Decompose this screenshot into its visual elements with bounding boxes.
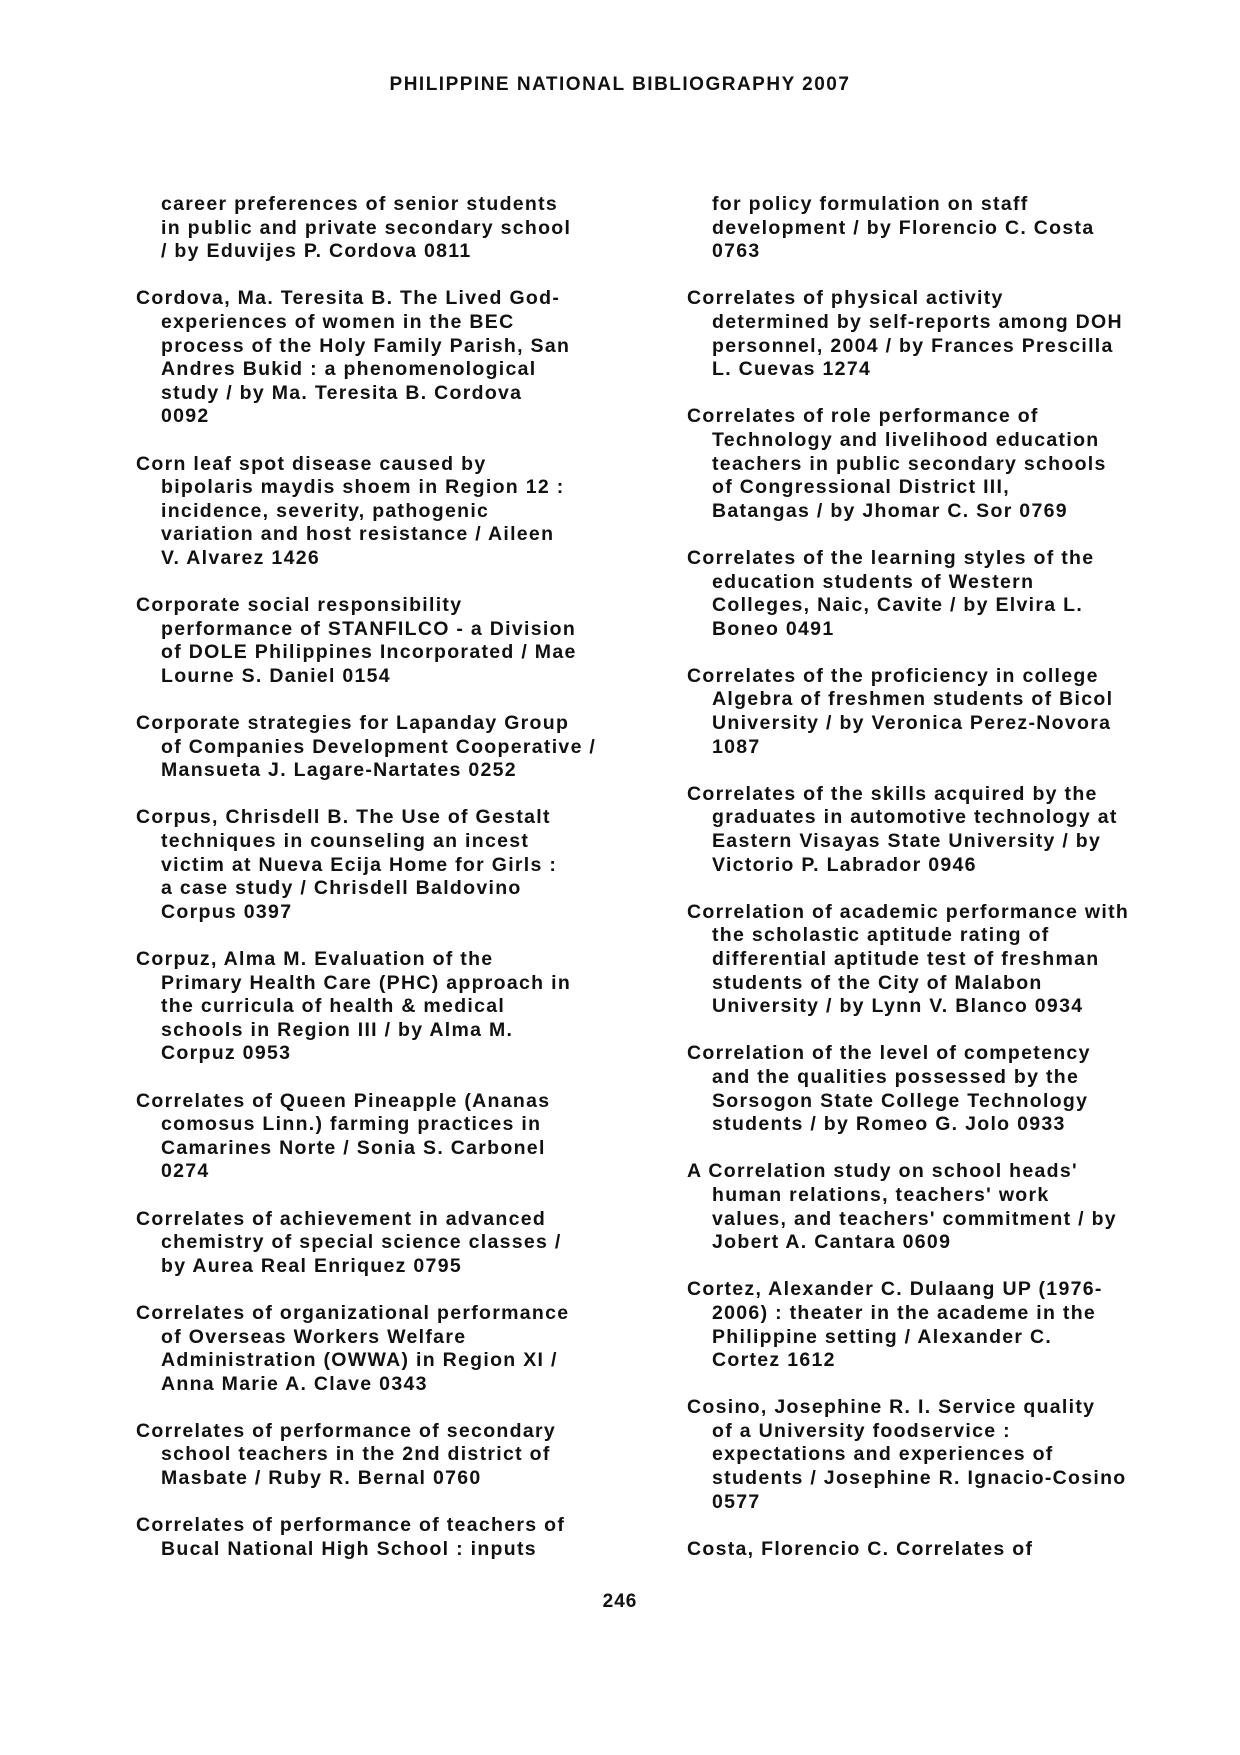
bibliography-entry: Correlates of the learning styles of the education students of Western Colleges, Naic, Cavite / by Elvira L. Boneo 0491 (687, 546, 1095, 640)
page-header: PHILIPPINE NATIONAL BIBLIOGRAPHY 2007 (389, 74, 851, 95)
bibliography-entry: Correlates of role performance of Technology and livelihood education teachers in public secondary schools of Congressional District III, Batangas / by Jhomar C. Sor 0769 (687, 405, 1107, 522)
bibliography-entry: Corporate strategies for Lapanday Group of Companies Development Cooperative / Mansueta J. Lagare-Nartates 0252 (136, 712, 597, 782)
bibliography-entry: Correlation of the level of competency and the qualities possessed by the Sorsogon State College Technology students / by Romeo G. Jolo 0933 (687, 1042, 1091, 1136)
bibliography-entry: Cordova, Ma. Teresita B. The Lived God- experiences of women in the BEC process of the Holy Family Parish, San Andres Bukid : a phenomenological study / by Ma. Teresita B. Cordova 0092 (136, 287, 571, 428)
bibliography-entry: Corporate social responsibility performance of STANFILCO - a Division of DOLE Philippines Incorporated / Mae Lourne S. Daniel 0154 (136, 594, 577, 687)
bibliography-entry: A Correlation study on school heads' human relations, teachers' work values, and teachers' commitment / by Jobert A. Cantara 0609 (687, 1160, 1117, 1254)
bibliography-entry: Correlates of physical activity determined by self-reports among DOH personnel, 2004 / by Frances Prescilla L. Cuevas 1274 (687, 287, 1123, 381)
bibliography-entry: Corpuz, Alma M. Evaluation of the Primary Health Care (PHC) approach in the curricula of health & medical schools in Region III / by Alma M. Corpuz 0953 (136, 948, 572, 1065)
bibliography-entry: Correlates of Queen Pineapple (Ananas comosus Linn.) farming practices in Camarines Norte / Sonia S. Carbonel 0274 (136, 1089, 551, 1183)
bibliography-entry: for policy formulation on staff development / by Florencio C. Costa 0763 (712, 193, 1095, 263)
bibliography-entry: Corpus, Chrisdell B. The Use of Gestalt techniques in counseling an incest victim at Nueva Ecija Home for Girls : a case study / Chrisdell Baldovino Corpus 0397 (136, 806, 558, 923)
bibliography-entry: Correlates of performance of secondary school teachers in the 2nd district of Masbate / Ruby R. Bernal 0760 (136, 1419, 557, 1490)
left-column (136, 193, 646, 1585)
bibliography-entry: Correlation of academic performance with the scholastic aptitude rating of differential aptitude test of freshman students of the City of Malabon University / by Lynn V. Blanco 0934 (687, 900, 1130, 1018)
bibliography-entry: Correlates of achievement in advanced chemistry of special science classes / by Aurea Real Enriquez 0795 (136, 1207, 562, 1277)
bibliography-entry: Cortez, Alexander C. Dulaang UP (1976- 2006) : theater in the academe in the Philippine setting / Alexander C. Cortez 1612 (687, 1278, 1103, 1372)
bibliography-entry: Costa, Florencio C. Correlates of (687, 1537, 1034, 1560)
right-column (687, 193, 1197, 1585)
bibliography-entry: Correlates of the skills acquired by the graduates in automotive technology at Eastern Visayas State University / by Victorio P. Labrador 0946 (687, 782, 1118, 876)
bibliography-entry: Cosino, Josephine R. I. Service quality of a University foodservice : expectations and experiences of students / Josephine R. Ignacio-Cosino 0577 (687, 1396, 1127, 1513)
bibliography-entry: career preferences of senior students in public and private secondary school / by Eduvijes P. Cordova 0811 (161, 193, 572, 263)
bibliography-entry: Correlates of the proficiency in college Algebra of freshmen students of Bicol University / by Veronica Perez-Novora 1087 (687, 664, 1114, 758)
bibliography-entry: Corn leaf spot disease caused by bipolaris maydis shoem in Region 12 : incidence, severity, pathogenic variation and host resistance / Aileen V. Alvarez 1426 (136, 452, 565, 569)
bibliography-entry: Correlates of organizational performance of Overseas Workers Welfare Administration (OWWA) in Region XI / Anna Marie A. Clave 0343 (136, 1301, 570, 1395)
page-number: 246 (602, 1591, 638, 1612)
bibliography-entry: Correlates of performance of teachers of Bucal National High School : inputs (136, 1514, 566, 1560)
